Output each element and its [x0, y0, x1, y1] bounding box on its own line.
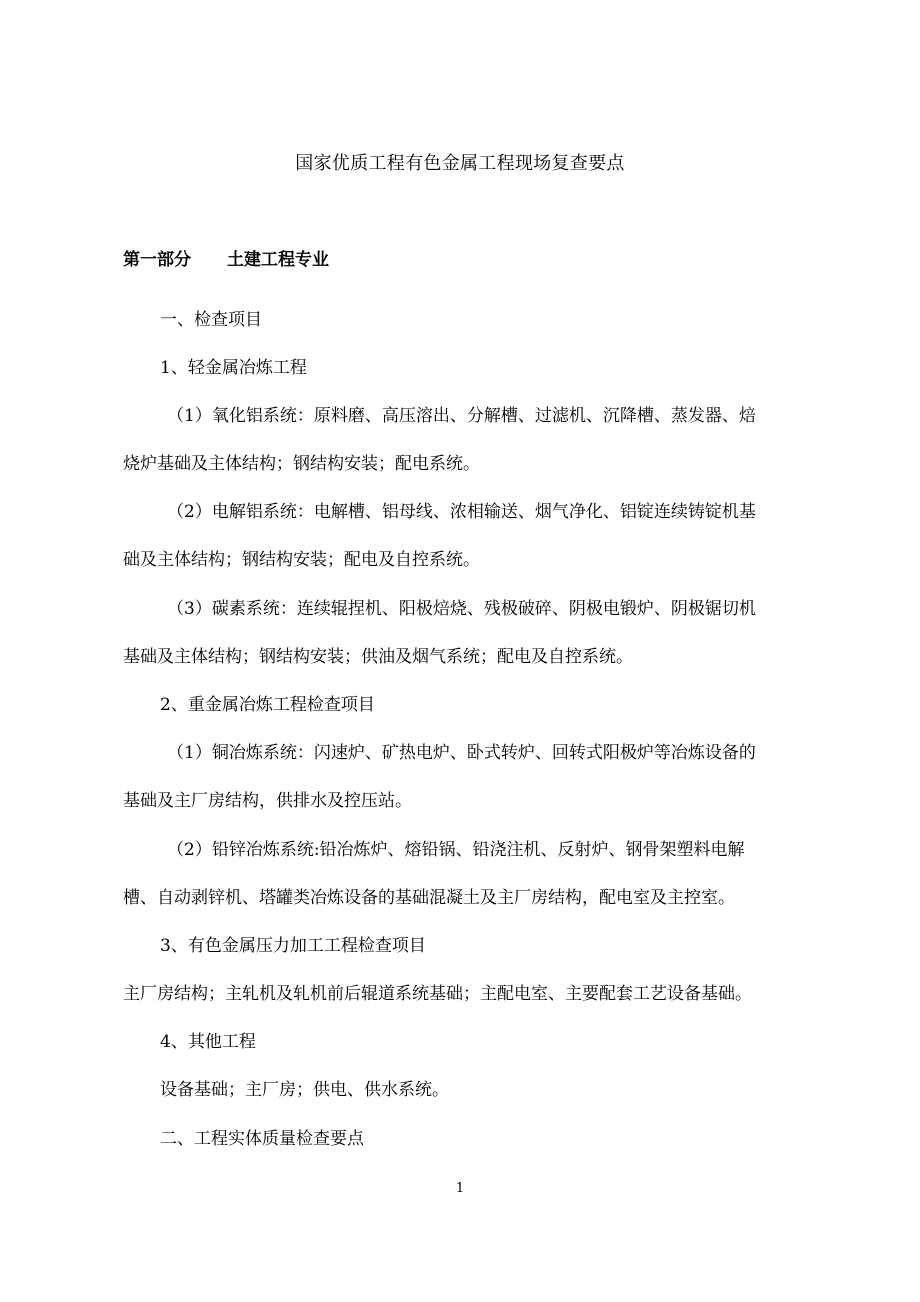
document-title: 国家优质工程有色金属工程现场复查要点 — [295, 153, 625, 174]
item-3-body: 主厂房结构；主轧机及轧机前后辊道系统基础；主配电室、主要配套工艺设备基础。 — [123, 984, 752, 1004]
item-2-sub-2-line-1: （2）铅锌冶炼系统:铅冶炼炉、熔铅锅、铅浇注机、反射炉、钢骨架塑料电解 — [167, 840, 745, 860]
section-1-heading: 一、检查项目 — [160, 310, 262, 330]
item-1-sub-1-line-1: （1）氧化铝系统：原料磨、高压溶出、分解槽、过滤机、沉降槽、蒸发器、焙 — [167, 406, 756, 426]
item-2-sub-1-line-2: 基础及主厂房结构，供排水及控压站。 — [123, 791, 412, 811]
item-4-body: 设备基础；主厂房；供电、供水系统。 — [160, 1080, 449, 1100]
item-3-heading: 3、有色金属压力加工工程检查项目 — [160, 936, 426, 956]
item-2-sub-1-line-1: （1）铜冶炼系统：闪速炉、矿热电炉、卧式转炉、回转式阳极炉等冶炼设备的 — [167, 743, 756, 763]
part-heading-subject: 土建工程专业 — [227, 250, 329, 270]
part-heading — [123, 248, 329, 272]
item-1-sub-2-line-2: 础及主体结构；钢结构安装；配电及自控系统。 — [123, 550, 480, 570]
item-1-sub-2-line-1: （2）电解铝系统：电解槽、铝母线、浓相输送、烟气净化、铝锭连续铸锭机基 — [167, 502, 756, 522]
item-1-heading: 1、轻金属冶炼工程 — [160, 358, 307, 378]
item-1-sub-3-line-2: 基础及主体结构；钢结构安装；供油及烟气系统；配电及自控系统。 — [123, 647, 633, 667]
item-1-sub-3-line-1: （3）碳素系统：连续辊捏机、阳极焙烧、残极破碎、阴极电锻炉、阴极锯切机 — [167, 599, 756, 619]
item-1-sub-1-line-2: 烧炉基础及主体结构；钢结构安装；配电系统。 — [123, 454, 480, 474]
section-2-heading: 二、工程实体质量检查要点 — [160, 1129, 364, 1149]
item-2-sub-2-line-2: 槽、自动剥锌机、塔罐类冶炼设备的基础混凝土及主厂房结构，配电室及主控室。 — [123, 888, 735, 908]
item-2-heading: 2、重金属冶炼工程检查项目 — [160, 695, 375, 715]
page-number: 1 — [455, 1181, 465, 1196]
part-heading-label: 第一部分 — [123, 250, 191, 270]
item-4-heading: 4、其他工程 — [160, 1032, 256, 1052]
